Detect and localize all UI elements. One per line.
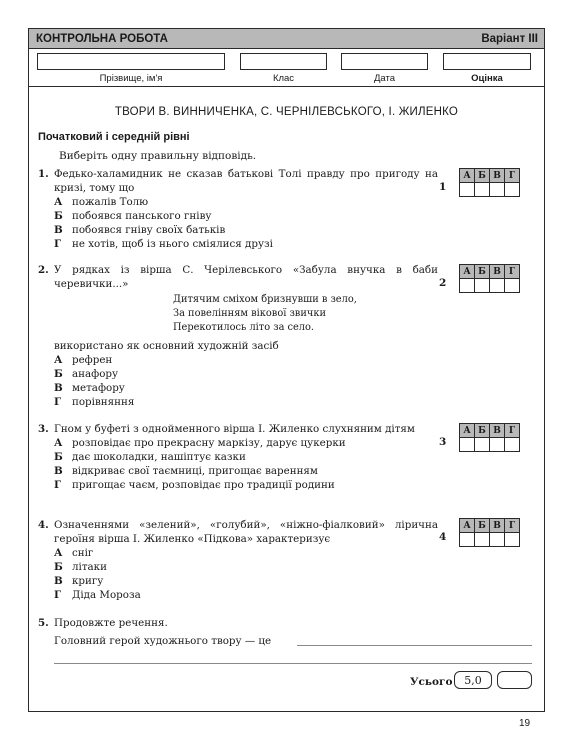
option-c: В кригу — [54, 575, 104, 587]
option-c: В метафору — [54, 382, 125, 394]
answer-cell-a[interactable] — [460, 183, 475, 197]
class-label: Клас — [272, 73, 295, 84]
question-number: 1. — [38, 168, 49, 180]
option-b: Б дає шоколадки, нашіптує казки — [54, 451, 246, 463]
page-number: 19 — [519, 718, 531, 729]
question-number: 2. — [38, 264, 49, 276]
answer-box-3 — [439, 423, 520, 452]
answer-cell-b[interactable] — [475, 279, 490, 293]
answer-box-number: 4 — [439, 531, 447, 543]
option-d: Г не хотів, щоб із нього сміялися друзі — [54, 238, 273, 250]
option-b: Б літаки — [54, 561, 107, 573]
answer-cell-c[interactable] — [490, 279, 505, 293]
answer-cell-d[interactable] — [505, 279, 520, 293]
option-d: Г пригощає чаєм, розповідає про традиції родини — [54, 479, 335, 491]
question-text: Продовжте речення. — [54, 617, 168, 629]
answer-cell-d[interactable] — [505, 533, 520, 547]
answer-cell-b[interactable] — [475, 533, 490, 547]
question-number: 3. — [38, 423, 49, 435]
date-label: Дата — [373, 73, 396, 84]
option-c: В побоявся гніву своїх батьків — [54, 224, 226, 236]
earned-score-box[interactable] — [497, 671, 532, 689]
answer-prompt: Головний герой художнього твору — це — [54, 635, 272, 647]
date-field[interactable] — [341, 53, 428, 70]
total-label: Усього — [410, 676, 453, 688]
option-b: Б анафору — [54, 368, 119, 380]
option-a: А сніг — [54, 547, 94, 559]
option-b: Б побоявся панського гніву — [54, 210, 212, 222]
level-heading: Початковий і середній рівні — [38, 131, 190, 143]
answer-line-2[interactable] — [54, 663, 532, 664]
grade-label: Оцінка — [471, 73, 503, 84]
header-title: КОНТРОЛЬНА РОБОТА — [36, 32, 168, 45]
answer-line[interactable] — [297, 645, 532, 646]
option-a: А пожалів Толю — [54, 196, 149, 208]
class-field[interactable] — [240, 53, 327, 70]
option-a: А розповідає про прекрасну маркізу, дарує цукерки — [54, 437, 346, 449]
answer-cell-d[interactable] — [505, 183, 520, 197]
question-text: Означеннями «зелений», «голубий», «ніжно-фіалковий» ліричнa героїня вірша І. Жиленко «Підкова» характеризує — [54, 519, 438, 545]
question-number: 4. — [38, 519, 49, 531]
question-2 — [38, 263, 438, 409]
answer-box-number: 2 — [439, 277, 447, 289]
name-field[interactable] — [37, 53, 225, 70]
answer-cell-b[interactable] — [475, 183, 490, 197]
answer-box-number: 3 — [439, 436, 447, 448]
test-sheet — [28, 28, 545, 712]
answer-cell-c[interactable] — [490, 533, 505, 547]
answer-grid: А Б В Г — [459, 423, 520, 452]
option-a: А рефрен — [54, 354, 113, 366]
answer-grid: А Б В Г — [459, 168, 520, 197]
header-bar — [29, 29, 544, 49]
answer-grid: А Б В Г — [459, 518, 520, 547]
answer-cell-a[interactable] — [460, 279, 475, 293]
question-1 — [38, 167, 438, 251]
answer-box-4 — [439, 518, 520, 547]
option-d: Г Діда Мороза — [54, 589, 141, 601]
question-continuation: використано як основний художній засіб — [54, 340, 279, 352]
answer-cell-a[interactable] — [460, 533, 475, 547]
answer-cell-a[interactable] — [460, 438, 475, 452]
question-text: Гном у буфеті з однойменного вірша І. Жиленко слухняним дітям — [54, 423, 415, 435]
answer-grid: А Б В Г — [459, 264, 520, 293]
student-fields — [29, 49, 544, 87]
question-text: У рядках із вірша С. Черілевського «Забула внучка в баби черевички...» — [54, 264, 438, 290]
question-3 — [38, 422, 438, 492]
question-number: 5. — [38, 617, 49, 629]
question-4 — [38, 518, 438, 602]
answer-cell-c[interactable] — [490, 438, 505, 452]
instruction: Виберіть одну правильну відповідь. — [59, 150, 257, 162]
answer-box-1 — [439, 168, 520, 197]
answer-box-2 — [439, 264, 520, 293]
grade-field[interactable] — [443, 53, 531, 70]
variant-label: Варіант III — [481, 32, 538, 45]
question-5 — [38, 616, 533, 648]
answer-cell-d[interactable] — [505, 438, 520, 452]
answer-box-number: 1 — [439, 181, 447, 193]
answer-cell-c[interactable] — [490, 183, 505, 197]
answer-cell-b[interactable] — [475, 438, 490, 452]
option-d: Г порівняння — [54, 396, 135, 408]
question-text: Федько-халамидник не сказав батькові Толі правду про пригоду на кризі, тому що — [54, 168, 438, 194]
page-title: ТВОРИ В. ВИННИЧЕНКА, С. ЧЕРНІЛЕВСЬКОГО, І. ЖИЛЕНКО — [114, 106, 459, 118]
name-label: Прізвище, ім'я — [99, 73, 163, 84]
poem-quote: Дитячим сміхом бризнувши в зело, За повелінням вікової звички Перекотилось літо за село. — [173, 294, 357, 333]
option-c: В відкриває свої таємниці, пригощає варенням — [54, 465, 318, 477]
max-score-box: 5,0 — [454, 671, 492, 689]
